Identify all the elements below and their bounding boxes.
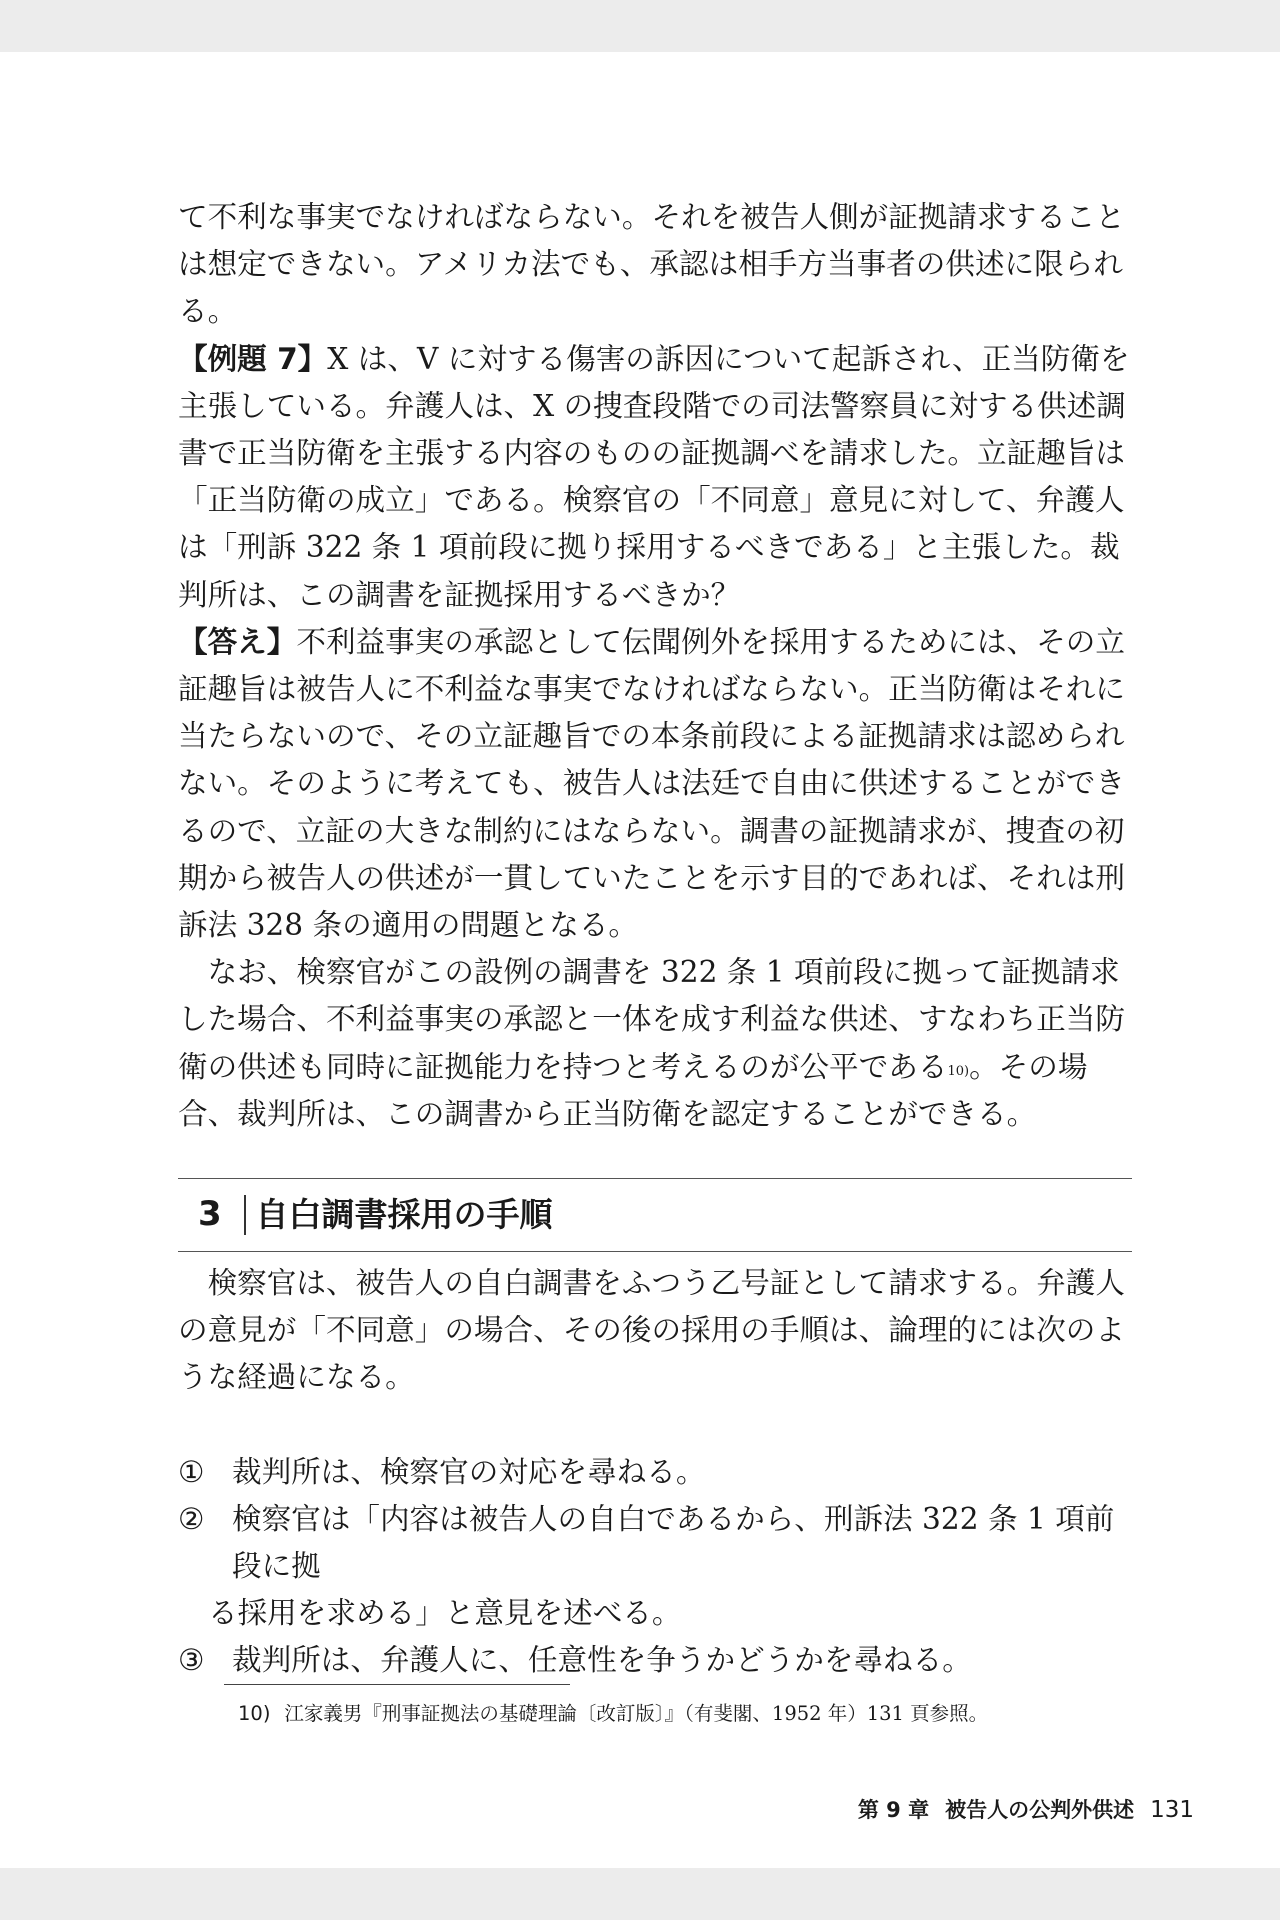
blank-line	[178, 1402, 1132, 1449]
note-paragraph	[178, 949, 1132, 1138]
paragraph-continuation: て不利な事実でなければならない。それを被告人側が証拠請求することは想定できない。アメリカ法でも、承認は相手方当事者の供述に限られる。	[178, 200, 1125, 329]
answer-label: 【答え】	[178, 624, 297, 659]
list-item	[178, 1496, 1132, 1590]
section-number: 3	[198, 1194, 222, 1235]
page-body	[178, 194, 1132, 1685]
list-text: 検察官は「内容は被告人の自白であるから、刑訴法 322 条 1 項前段に拠	[232, 1501, 1115, 1584]
page-number: 131	[1150, 1797, 1194, 1823]
example-text: X は、V に対する傷害の訴因について起訴され、正当防衛を主張している。弁護人は、X の捜査段階での司法警察員に対する供述調書で正当防衛を主張する内容のものの証拠調べを請求した。立証趣旨は「正当防衛の成立」である。検察官の「不同意」意見に対して、弁護人は「刑訴 322 条 1 項前段に拠り採用するべきである」と主張した。裁判所は、この調書を証拠採用するべきか？	[178, 341, 1130, 612]
footnote-number: 10)	[238, 1702, 271, 1725]
book-page	[0, 52, 1280, 1868]
running-footer	[858, 1794, 1194, 1824]
chapter-title: 被告人の公判外供述	[945, 1798, 1135, 1822]
list-item	[178, 1637, 1132, 1684]
note-text-b: 。その場合、裁判所は、この調書から正当防衛を認定することができる。	[178, 1049, 1088, 1131]
viewer-top-band	[0, 0, 1280, 52]
chapter-label: 第 9 章	[857, 1798, 930, 1822]
footnote-reference: 10)	[947, 1063, 970, 1079]
list-number: ②	[178, 1501, 205, 1536]
list-item	[178, 1449, 1132, 1496]
footnote-rule	[224, 1684, 570, 1685]
viewer-bottom-band	[0, 1868, 1280, 1920]
answer-paragraph	[178, 619, 1132, 949]
section-intro: 検察官は、被告人の自白調書をふつう乙号証として請求する。弁護人の意見が「不同意」の場合、その後の採用の手順は、論理的には次のような経過になる。	[178, 1266, 1125, 1395]
footnote-text: 江家義男『刑事証拠法の基礎理論〔改訂版〕』（有斐閣、1952 年）131 頁参照。	[284, 1702, 989, 1725]
example-label: 【例題 7】	[178, 341, 328, 376]
list-number: ③	[178, 1643, 205, 1678]
section-title: 自白調書採用の手順	[255, 1195, 553, 1235]
list-text: 裁判所は、検察官の対応を尋ねる。	[232, 1454, 706, 1489]
list-text: 裁判所は、弁護人に、任意性を争うかどうかを尋ねる。	[232, 1643, 972, 1678]
section-heading	[178, 1178, 1132, 1252]
note-text-a: なお、検察官がこの設例の調書を 322 条 1 項前段に拠って証拠請求した場合、不利益事実の承認と一体を成す利益な供述、すなわち正当防衛の供述も同時に証拠能力を持つと考えるのが公平である	[178, 955, 1125, 1084]
answer-text: 不利益事実の承認として伝聞例外を採用するためには、その立証趣旨は被告人に不利益な事実でなければならない。正当防衛はそれに当たらないので、その立証趣旨での本条前段による証拠請求は認められない。そのように考えても、被告人は法廷で自由に供述することができるので、立証の大きな制約にはならない。調書の証拠請求が、捜査の初期から被告人の供述が一貫していたことを示す目的であれば、それは刑訴法 328 条の適用の問題となる。	[178, 624, 1125, 943]
example-paragraph	[178, 336, 1132, 619]
section-divider	[244, 1195, 246, 1235]
list-item-continuation: る採用を求める」と意見を述べる。	[208, 1596, 682, 1631]
list-number: ①	[178, 1454, 205, 1489]
footnote	[238, 1700, 988, 1728]
